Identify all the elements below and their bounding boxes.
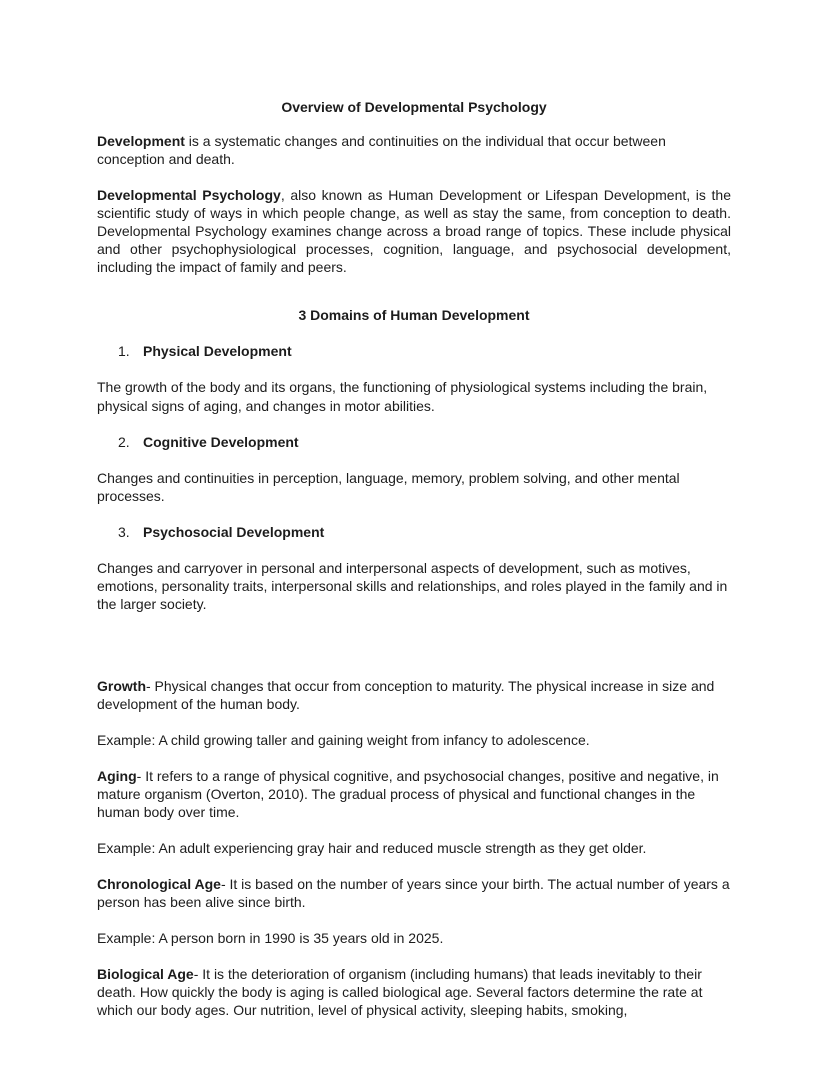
paragraph-chronological-age-definition xyxy=(97,875,731,911)
term-development: Development xyxy=(97,133,185,150)
term-aging: Aging xyxy=(97,768,137,785)
paragraph-text: - Physical changes that occur from conception to maturity. The physical increase in size and development of the human body. xyxy=(97,677,715,712)
paragraph-chronological-age-example: Example: A person born in 1990 is 35 years old in 2025. xyxy=(97,930,444,947)
domain-label-cognitive: Cognitive Development xyxy=(143,433,299,450)
list-number: 1. xyxy=(118,343,130,360)
term-chronological-age: Chronological Age xyxy=(97,876,221,893)
paragraph-cognitive-development-description: Changes and continuities in perception, language, memory, problem solving, and other mental processes. xyxy=(97,469,680,504)
domains-heading: 3 Domains of Human Development xyxy=(298,307,530,324)
paragraph-text: - It is based on the number of years since your birth. The actual number of years a person has been alive since birth. xyxy=(97,876,730,911)
term-developmental-psychology: Developmental Psychology xyxy=(97,187,281,204)
paragraph-physical-development-description: The growth of the body and its organs, the functioning of physiological systems including the brain, physical signs of aging, and changes in motor abilities. xyxy=(97,379,708,414)
terms-section xyxy=(97,677,731,1020)
paragraph-growth-definition xyxy=(97,677,731,713)
term-biological-age: Biological Age xyxy=(97,966,194,983)
list-number: 2. xyxy=(118,433,130,450)
list-item-cognitive-development xyxy=(97,433,731,451)
paragraph-text: , also known as Human Development or Lifespan Development, is the scientific study of ways in which people change, as well as stay the same, from conception to death. Developmental Psychology examines change across a broad range of topics. These include physical and other psychophysiological processes, cognition, language, and psychosocial development, including the impact of family and peers. xyxy=(97,187,731,276)
list-item-psychosocial-development xyxy=(97,523,731,541)
paragraph-development-definition xyxy=(97,132,731,168)
paragraph-aging-definition xyxy=(97,767,731,821)
paragraph-growth-example: Example: A child growing taller and gaining weight from infancy to adolescence. xyxy=(97,731,590,748)
document-title: Overview of Developmental Psychology xyxy=(281,99,547,115)
paragraph-psychosocial-development-description: Changes and carryover in personal and interpersonal aspects of development, such as motives, emotions, personality traits, interpersonal skills and relationships, and roles played in the family and in the larger society. xyxy=(97,559,728,612)
list-item-physical-development xyxy=(97,342,731,360)
paragraph-developmental-psychology-definition xyxy=(97,186,731,276)
domain-label-psychosocial: Psychosocial Development xyxy=(143,523,325,540)
term-growth: Growth xyxy=(97,677,146,694)
list-number: 3. xyxy=(118,523,130,540)
paragraph-text: - It refers to a range of physical cognitive, and psychosocial changes, positive and negative, in mature organism (Overton, 2010). The gradual process of physical and functional changes in the human body over time. xyxy=(97,768,719,821)
paragraph-text: - It is the deterioration of organism (including humans) that leads inevitably to their death. How quickly the body is aging is called biological age. Several factors determine the rate at which our body ages. Our nutrition, level of physical activity, sleeping habits, smoking, xyxy=(97,966,703,1019)
paragraph-aging-example: Example: An adult experiencing gray hair and reduced muscle strength as they get older. xyxy=(97,840,647,857)
paragraph-text: is a systematic changes and continuities on the individual that occur between conception and death. xyxy=(97,133,666,168)
paragraph-biological-age-definition xyxy=(97,965,731,1019)
domain-label-physical: Physical Development xyxy=(143,343,292,360)
